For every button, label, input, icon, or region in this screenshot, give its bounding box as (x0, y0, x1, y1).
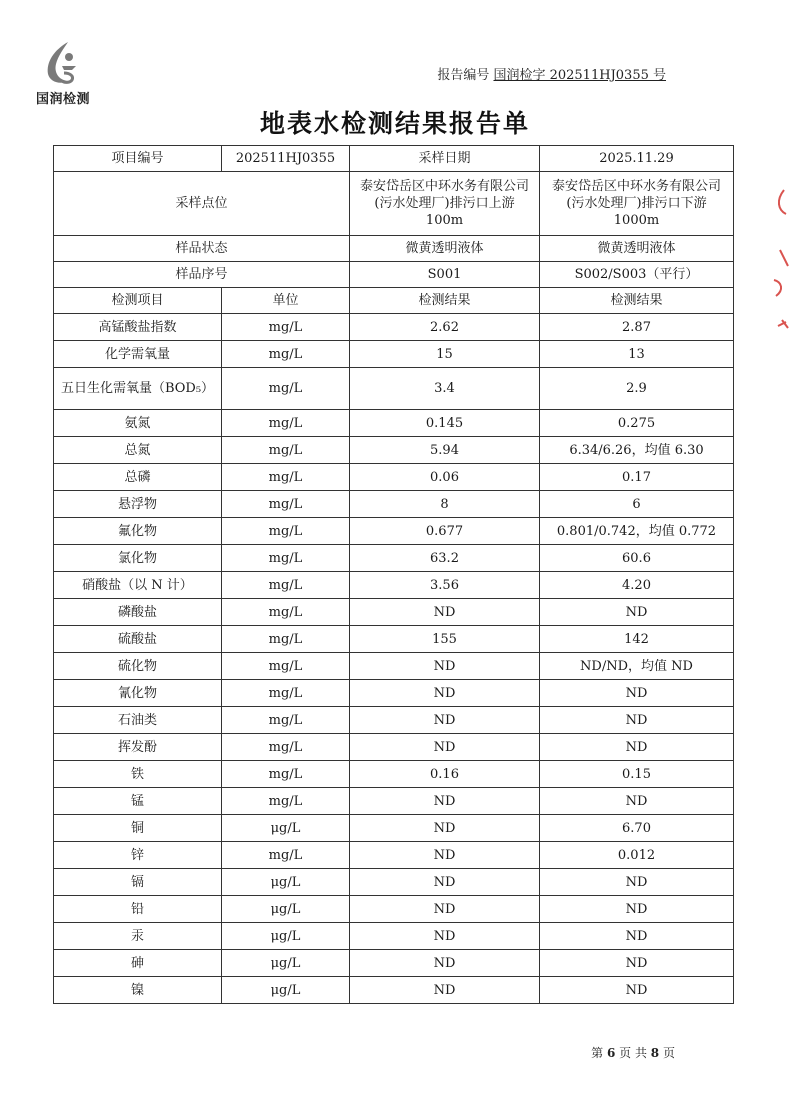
table-row (54, 923, 734, 950)
cell-unit: mg/L (222, 368, 350, 410)
cell-item: 铜 (54, 815, 222, 842)
cell-result-2: 4.20 (540, 572, 734, 599)
cell-result-1: ND (350, 788, 540, 815)
cell-unit: mg/L (222, 734, 350, 761)
cell-unit: mg/L (222, 314, 350, 341)
cell-unit: μg/L (222, 950, 350, 977)
cell-unit: mg/L (222, 653, 350, 680)
cell-result-1: 63.2 (350, 545, 540, 572)
cell-result-2: ND (540, 599, 734, 626)
cell-item: 汞 (54, 923, 222, 950)
seal-stamp-icon (766, 170, 790, 350)
logo-mark-icon (38, 40, 86, 86)
cell-result-1: ND (350, 842, 540, 869)
state-label: 样品状态 (54, 236, 350, 262)
cell-item: 铅 (54, 896, 222, 923)
cell-result-1: ND (350, 599, 540, 626)
cell-item: 五日生化需氧量（BOD₅） (54, 368, 222, 410)
site-label: 采样点位 (54, 172, 350, 236)
cell-unit: μg/L (222, 869, 350, 896)
cell-item: 化学需氧量 (54, 341, 222, 368)
table-row (54, 680, 734, 707)
cell-unit: mg/L (222, 761, 350, 788)
table-row (54, 314, 734, 341)
cell-result-2: ND (540, 923, 734, 950)
cell-result-2: ND (540, 950, 734, 977)
cell-item: 硝酸盐（以 N 计） (54, 572, 222, 599)
cell-result-1: 2.62 (350, 314, 540, 341)
cell-unit: μg/L (222, 896, 350, 923)
cell-unit: μg/L (222, 815, 350, 842)
site-2: 泰安岱岳区中环水务有限公司(污水处理厂)排污口下游 1000m (540, 172, 734, 236)
cell-result-1: ND (350, 950, 540, 977)
cell-result-1: 0.16 (350, 761, 540, 788)
cell-result-2: 0.012 (540, 842, 734, 869)
column-header-result-2: 检测结果 (540, 288, 734, 314)
cell-unit: mg/L (222, 680, 350, 707)
page-current: 6 (606, 1046, 616, 1060)
project-no-label: 项目编号 (54, 146, 222, 172)
cell-item: 铁 (54, 761, 222, 788)
info-row-site (54, 172, 734, 236)
table-row (54, 788, 734, 815)
cell-result-2: 0.801/0.742，均值 0.772 (540, 518, 734, 545)
report-table (53, 145, 734, 1004)
cell-item: 总磷 (54, 464, 222, 491)
state-2: 微黄透明液体 (540, 236, 734, 262)
cell-item: 悬浮物 (54, 491, 222, 518)
cell-result-2: 6.70 (540, 815, 734, 842)
table-row (54, 464, 734, 491)
cell-item: 砷 (54, 950, 222, 977)
cell-unit: mg/L (222, 572, 350, 599)
cell-unit: mg/L (222, 518, 350, 545)
page-label-2: 页 共 (619, 1046, 647, 1060)
table-row (54, 518, 734, 545)
cell-unit: μg/L (222, 923, 350, 950)
cell-unit: mg/L (222, 410, 350, 437)
cell-result-1: 0.06 (350, 464, 540, 491)
cell-unit: mg/L (222, 599, 350, 626)
cell-item: 硫化物 (54, 653, 222, 680)
cell-item: 氟化物 (54, 518, 222, 545)
cell-item: 锌 (54, 842, 222, 869)
cell-result-1: ND (350, 734, 540, 761)
cell-result-1: ND (350, 977, 540, 1004)
cell-result-2: 0.17 (540, 464, 734, 491)
page-label-3: 页 (662, 1046, 675, 1060)
table-row (54, 653, 734, 680)
cell-result-1: 155 (350, 626, 540, 653)
document-title: 地表水检测结果报告单 (259, 109, 530, 138)
table-row (54, 842, 734, 869)
cell-item: 挥发酚 (54, 734, 222, 761)
cell-result-2: 142 (540, 626, 734, 653)
cell-item: 氰化物 (54, 680, 222, 707)
table-row (54, 341, 734, 368)
column-header-row (54, 288, 734, 314)
table-row (54, 626, 734, 653)
table-row (54, 545, 734, 572)
cell-result-2: ND (540, 788, 734, 815)
table-row (54, 950, 734, 977)
cell-result-1: ND (350, 896, 540, 923)
cell-unit: mg/L (222, 788, 350, 815)
cell-result-2: 0.275 (540, 410, 734, 437)
cell-item: 氨氮 (54, 410, 222, 437)
sample-no-label: 样品序号 (54, 262, 350, 288)
page-footer (591, 1044, 675, 1061)
cell-result-2: 0.15 (540, 761, 734, 788)
cell-item: 硫酸盐 (54, 626, 222, 653)
table-row (54, 896, 734, 923)
cell-result-1: 15 (350, 341, 540, 368)
cell-result-1: ND (350, 653, 540, 680)
info-row-project (54, 146, 734, 172)
sample-no-1: S001 (350, 262, 540, 288)
table-row (54, 410, 734, 437)
sample-no-2: S002/S003（平行） (540, 262, 734, 288)
logo-text: 国润检测 (35, 92, 90, 107)
table-row (54, 572, 734, 599)
state-1: 微黄透明液体 (350, 236, 540, 262)
cell-item: 镍 (54, 977, 222, 1004)
cell-result-2: 2.9 (540, 368, 734, 410)
cell-result-2: ND (540, 707, 734, 734)
report-number (437, 64, 666, 83)
cell-item: 总氮 (54, 437, 222, 464)
table-row (54, 368, 734, 410)
cell-unit: mg/L (222, 491, 350, 518)
cell-result-1: ND (350, 923, 540, 950)
sample-date-label: 采样日期 (350, 146, 540, 172)
cell-unit: mg/L (222, 437, 350, 464)
cell-item: 高锰酸盐指数 (54, 314, 222, 341)
page-label-1: 第 (591, 1046, 604, 1060)
cell-result-1: 0.677 (350, 518, 540, 545)
cell-result-2: ND (540, 869, 734, 896)
page-total: 8 (650, 1046, 660, 1060)
cell-result-2: ND (540, 896, 734, 923)
cell-unit: mg/L (222, 545, 350, 572)
cell-unit: mg/L (222, 341, 350, 368)
cell-item: 石油类 (54, 707, 222, 734)
sample-date-value: 2025.11.29 (540, 146, 734, 172)
cell-result-1: 0.145 (350, 410, 540, 437)
cell-unit: μg/L (222, 977, 350, 1004)
table-row (54, 599, 734, 626)
cell-result-1: 8 (350, 491, 540, 518)
cell-result-2: 13 (540, 341, 734, 368)
info-row-state (54, 236, 734, 262)
company-logo (28, 40, 98, 108)
cell-unit: mg/L (222, 707, 350, 734)
table-row (54, 707, 734, 734)
cell-result-2: ND/ND，均值 ND (540, 653, 734, 680)
table-row (54, 977, 734, 1004)
cell-result-2: 2.87 (540, 314, 734, 341)
cell-item: 镉 (54, 869, 222, 896)
table-row (54, 815, 734, 842)
cell-result-2: ND (540, 977, 734, 1004)
report-number-value: 国润检字 202511HJ0355 号 (493, 68, 666, 83)
table-row (54, 761, 734, 788)
cell-result-1: 3.4 (350, 368, 540, 410)
project-no-value: 202511HJ0355 (222, 146, 350, 172)
table-row (54, 869, 734, 896)
cell-result-2: ND (540, 680, 734, 707)
cell-result-1: ND (350, 707, 540, 734)
table-row (54, 491, 734, 518)
cell-result-1: ND (350, 815, 540, 842)
report-table-body (54, 146, 734, 1004)
cell-result-1: 3.56 (350, 572, 540, 599)
column-header-unit: 单位 (222, 288, 350, 314)
cell-unit: mg/L (222, 626, 350, 653)
cell-result-1: ND (350, 869, 540, 896)
info-row-sample-no (54, 262, 734, 288)
site-1: 泰安岱岳区中环水务有限公司(污水处理厂)排污口上游 100m (350, 172, 540, 236)
cell-result-2: 6 (540, 491, 734, 518)
column-header-result-1: 检测结果 (350, 288, 540, 314)
cell-item: 磷酸盐 (54, 599, 222, 626)
table-row (54, 734, 734, 761)
cell-item: 氯化物 (54, 545, 222, 572)
report-number-label: 报告编号 (437, 68, 490, 83)
column-header-item: 检测项目 (54, 288, 222, 314)
table-row (54, 437, 734, 464)
cell-item: 锰 (54, 788, 222, 815)
cell-unit: mg/L (222, 464, 350, 491)
cell-result-1: ND (350, 680, 540, 707)
cell-result-2: 60.6 (540, 545, 734, 572)
cell-result-2: 6.34/6.26，均值 6.30 (540, 437, 734, 464)
cell-unit: mg/L (222, 842, 350, 869)
cell-result-1: 5.94 (350, 437, 540, 464)
cell-result-2: ND (540, 734, 734, 761)
